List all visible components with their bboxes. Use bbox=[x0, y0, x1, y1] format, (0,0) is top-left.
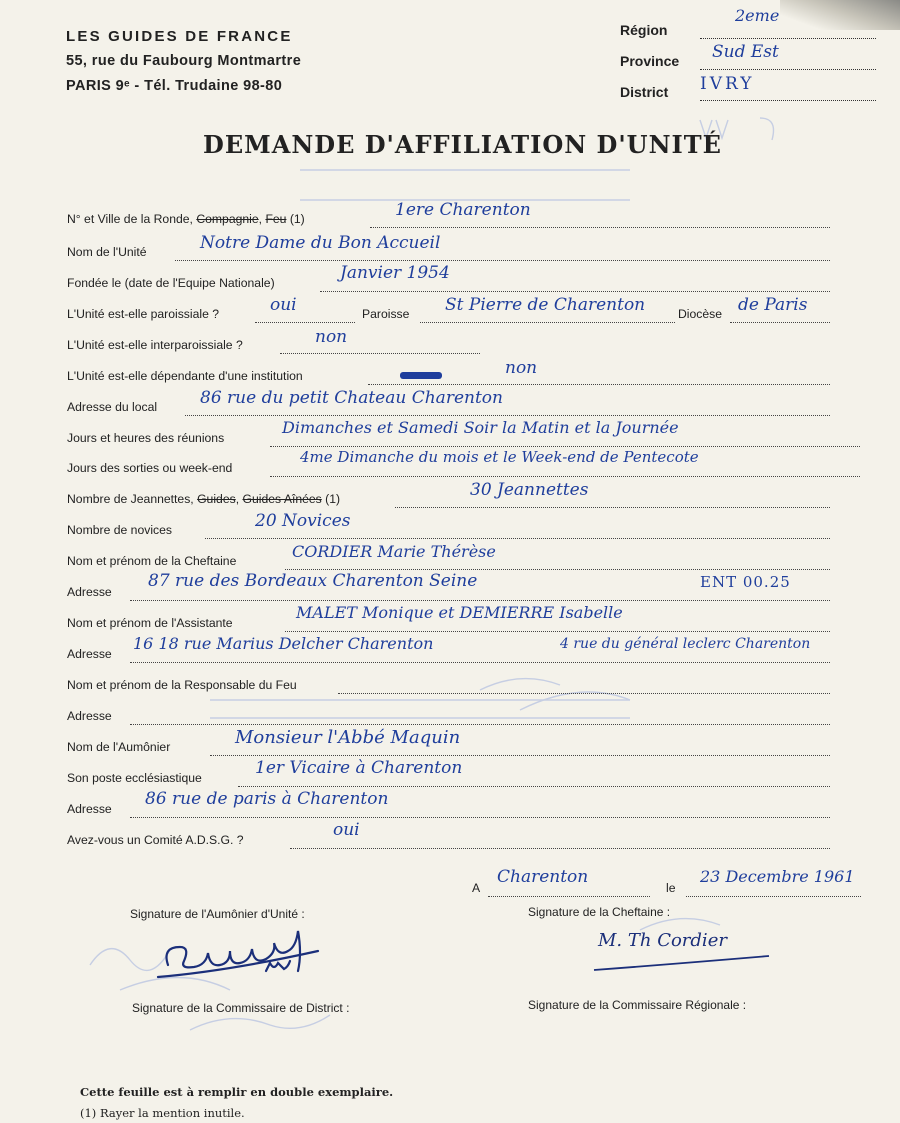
cheftaine-address-value: 87 rue des Bordeaux Charenton Seine bbox=[148, 571, 478, 591]
aumonier-address-line bbox=[130, 816, 830, 818]
paroissiale-line bbox=[255, 321, 355, 323]
institution-value: non bbox=[505, 358, 538, 378]
ronde-strike-compagnie: Compagnie bbox=[196, 212, 259, 226]
assistante-address-label: Adresse bbox=[67, 647, 112, 661]
aumonier-label: Nom de l'Aumônier bbox=[67, 740, 171, 754]
ronde-label-sep: , bbox=[258, 212, 266, 226]
cheftaine-label: Nom et prénom de la Cheftaine bbox=[67, 554, 237, 568]
interparoissiale-value: non bbox=[315, 327, 348, 347]
commissaire-regionale-signature-label: Signature de la Commissaire Régionale : bbox=[528, 998, 747, 1012]
count-strike-guides-ainees: Guides Aînées bbox=[242, 492, 322, 506]
novices-label: Nombre de novices bbox=[67, 523, 172, 537]
cheftaine-line bbox=[285, 568, 830, 570]
place-value: Charenton bbox=[497, 867, 589, 887]
interparoissiale-label: L'Unité est-elle interparoissiale ? bbox=[67, 338, 243, 352]
aumonier-signature-label: Signature de l'Aumônier d'Unité : bbox=[130, 907, 305, 921]
footer-note: Cette feuille est à remplir en double exemplaire. bbox=[80, 1085, 394, 1099]
assistante-address-value-2: 4 rue du général leclerc Charenton bbox=[560, 636, 811, 652]
comite-label: Avez-vous un Comité A.D.S.G. ? bbox=[67, 833, 244, 847]
paroissiale-value: oui bbox=[270, 295, 297, 315]
org-address: 55, rue du Faubourg Montmartre bbox=[66, 53, 302, 69]
place-line bbox=[488, 895, 650, 897]
aumonier-value: Monsieur l'Abbé Maquin bbox=[235, 727, 461, 748]
local-value: 86 rue du petit Chateau Charenton bbox=[200, 388, 503, 408]
responsable-address-line bbox=[130, 723, 830, 725]
diocese-value: de Paris bbox=[738, 295, 808, 315]
assistante-address-value: 16 18 rue Marius Delcher Charenton bbox=[133, 634, 434, 653]
poste-line bbox=[238, 785, 830, 787]
form-title: DEMANDE D'AFFILIATION D'UNITÉ bbox=[203, 130, 722, 159]
diocese-line bbox=[730, 321, 830, 323]
assistante-label: Nom et prénom de l'Assistante bbox=[67, 616, 233, 630]
novices-line bbox=[205, 537, 830, 539]
outings-value: 4me Dimanche du mois et le Week-end de Pentecote bbox=[300, 448, 699, 466]
date-line bbox=[686, 895, 861, 897]
institution-line bbox=[368, 383, 830, 385]
aumonier-signature bbox=[148, 925, 348, 995]
province-label: Province bbox=[620, 53, 680, 69]
district-value: IVRY bbox=[700, 74, 755, 94]
ronde-label-pre: N° et Ville de la Ronde, bbox=[67, 212, 197, 226]
commissaire-district-signature-label: Signature de la Commissaire de District : bbox=[132, 1001, 350, 1015]
org-name: LES GUIDES DE FRANCE bbox=[66, 28, 293, 45]
org-city-phone: PARIS 9ᵉ - Tél. Trudaine 98-80 bbox=[66, 78, 283, 94]
cheftaine-signature-label: Signature de la Cheftaine : bbox=[528, 905, 671, 919]
row-count bbox=[67, 492, 340, 506]
paroisse-line bbox=[420, 321, 675, 323]
ronde-value: 1ere Charenton bbox=[395, 200, 531, 220]
region-line bbox=[700, 22, 876, 39]
poste-value: 1er Vicaire à Charenton bbox=[255, 758, 463, 778]
scribble-mark bbox=[400, 372, 442, 379]
meetings-value: Dimanches et Samedi Soir la Matin et la Journée bbox=[282, 418, 679, 437]
unit-name-line bbox=[175, 259, 830, 261]
poste-label: Son poste ecclésiastique bbox=[67, 771, 202, 785]
meetings-line bbox=[270, 445, 860, 447]
local-label: Adresse du local bbox=[67, 400, 158, 414]
date-label: le bbox=[666, 881, 676, 895]
assistante-value: MALET Monique et DEMIERRE Isabelle bbox=[296, 603, 623, 622]
cheftaine-phone: ENT 00.25 bbox=[700, 573, 791, 591]
count-strike-guides: Guides bbox=[197, 492, 236, 506]
count-line bbox=[395, 506, 830, 508]
paroisse-value: St Pierre de Charenton bbox=[445, 295, 646, 315]
responsable-feu-label: Nom et prénom de la Responsable du Feu bbox=[67, 678, 297, 692]
ronde-line bbox=[370, 226, 830, 228]
local-line bbox=[185, 414, 830, 416]
aumonier-line bbox=[210, 754, 830, 756]
interparoissiale-line bbox=[280, 352, 480, 354]
outings-label: Jours des sorties ou week-end bbox=[67, 461, 233, 475]
assistante-line bbox=[285, 630, 830, 632]
responsable-address-label: Adresse bbox=[67, 709, 112, 723]
founded-line bbox=[320, 290, 830, 292]
ronde-label-post: (1) bbox=[286, 212, 305, 226]
institution-label: L'Unité est-elle dépendante d'une institution bbox=[67, 369, 303, 383]
outings-line bbox=[270, 475, 860, 477]
meetings-label: Jours et heures des réunions bbox=[67, 431, 225, 445]
ronde-strike-feu: Feu bbox=[265, 212, 287, 226]
footer-footnote: (1) Rayer la mention inutile. bbox=[80, 1106, 245, 1120]
comite-value: oui bbox=[333, 820, 360, 840]
date-value: 23 Decembre 1961 bbox=[700, 867, 855, 886]
count-label-post: (1) bbox=[321, 492, 341, 506]
cheftaine-address-label: Adresse bbox=[67, 585, 112, 599]
region-value: 2eme bbox=[735, 6, 780, 25]
diocese-label: Diocèse bbox=[678, 307, 723, 321]
unit-name-value: Notre Dame du Bon Accueil bbox=[200, 233, 441, 253]
responsable-feu-line bbox=[338, 692, 830, 694]
founded-value: Janvier 1954 bbox=[340, 263, 450, 283]
cheftaine-signature-underline bbox=[590, 950, 780, 980]
row-ronde bbox=[67, 212, 305, 226]
count-label-pre: Nombre de Jeannettes, bbox=[67, 492, 198, 506]
cheftaine-value: CORDIER Marie Thérèse bbox=[292, 542, 496, 561]
comite-line bbox=[290, 847, 830, 849]
region-label: Région bbox=[620, 22, 668, 38]
aumonier-address-value: 86 rue de paris à Charenton bbox=[145, 789, 389, 809]
unit-name-label: Nom de l'Unité bbox=[67, 245, 147, 259]
paroissiale-label: L'Unité est-elle paroissiale ? bbox=[67, 307, 220, 321]
province-value: Sud Est bbox=[712, 42, 779, 62]
aumonier-address-label: Adresse bbox=[67, 802, 112, 816]
place-label: A bbox=[472, 881, 481, 895]
district-label: District bbox=[620, 84, 669, 100]
paroisse-label: Paroisse bbox=[362, 307, 410, 321]
count-label-sep: , bbox=[235, 492, 243, 506]
novices-value: 20 Novices bbox=[255, 511, 351, 531]
cheftaine-signature: M. Th Cordier bbox=[598, 930, 727, 951]
founded-label: Fondée le (date de l'Equipe Nationale) bbox=[67, 276, 275, 290]
cheftaine-address-line bbox=[130, 599, 830, 601]
count-value: 30 Jeannettes bbox=[470, 480, 589, 500]
organization-header bbox=[66, 24, 301, 99]
assistante-address-line bbox=[130, 661, 830, 663]
